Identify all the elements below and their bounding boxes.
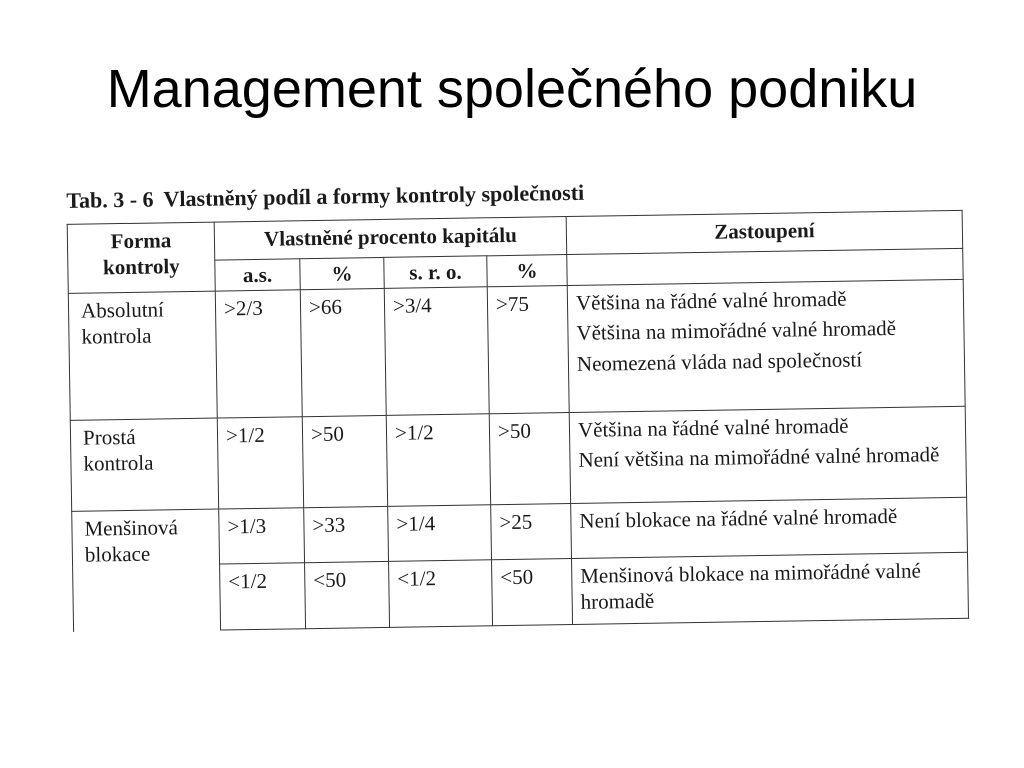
cell-sro: <1/2 — [389, 560, 493, 627]
ownership-table — [67, 210, 969, 633]
cell-sro: >1/2 — [386, 414, 490, 507]
subheader-sro-percent: % — [487, 254, 567, 287]
subheader-sro: s. r. o. — [384, 256, 487, 289]
table-number: Tab. 3 - 6 — [66, 186, 154, 213]
table-row — [68, 279, 965, 420]
zastoupeni-line: Většina na řádné valné hromadě — [575, 286, 847, 315]
header-forma-kontroly: Forma kontroly — [67, 222, 215, 293]
cell-as: >1/2 — [217, 417, 303, 509]
slide-title: Management společného podniku — [106, 59, 918, 119]
cell-sro-percent: >50 — [489, 413, 570, 505]
subheader-as-percent: % — [300, 257, 384, 290]
zastoupeni-line: Většina na řádné valné hromadě — [577, 413, 849, 442]
cell-as-percent: >33 — [304, 506, 389, 562]
cell-as: >2/3 — [215, 290, 302, 418]
zastoupeni-line: Neomezená vláda nad společností — [576, 346, 863, 376]
cell-sro-percent: >25 — [491, 504, 572, 560]
cell-sro-percent: >75 — [487, 286, 569, 414]
cell-as-percent: >66 — [300, 288, 386, 416]
table-caption-text: Vlastněný podíl a formy kontroly společnosti — [163, 179, 585, 212]
scanned-table-image — [60, 166, 978, 685]
row-forma: Prostá kontrola — [70, 418, 218, 511]
cell-sro: >3/4 — [384, 287, 489, 416]
header-zastoupeni: Zastoupení — [566, 210, 963, 254]
cell-as: >1/3 — [219, 508, 305, 564]
cell-as-percent: >50 — [302, 415, 387, 507]
row-forma: Menšinová blokace — [72, 509, 221, 632]
zastoupeni-line: Není blokace na řádné valné hromadě — [579, 503, 898, 533]
subheader-as: a.s. — [215, 258, 300, 291]
cell-as-percent: <50 — [305, 561, 390, 628]
zastoupeni-line: Většina na mimořádné valné hromadě — [576, 316, 897, 346]
zastoupeni-line: Není většina na mimořádné valné hromadě — [578, 442, 940, 473]
table-caption — [66, 180, 584, 214]
cell-zastoupeni — [569, 406, 966, 503]
cell-sro-percent: <50 — [492, 559, 573, 626]
row-forma: Absolutní kontrola — [68, 291, 217, 420]
cell-zastoupeni — [572, 552, 969, 624]
header-vlastnene-procento: Vlastněné procento kapitálu — [214, 217, 567, 260]
cell-zastoupeni — [571, 497, 968, 558]
cell-as: <1/2 — [220, 563, 306, 630]
cell-zastoupeni — [567, 279, 965, 412]
cell-sro: >1/4 — [388, 505, 492, 562]
table-row — [70, 406, 966, 511]
zastoupeni-line: Menšinová blokace na mimořádné valné hromadě — [580, 558, 921, 615]
